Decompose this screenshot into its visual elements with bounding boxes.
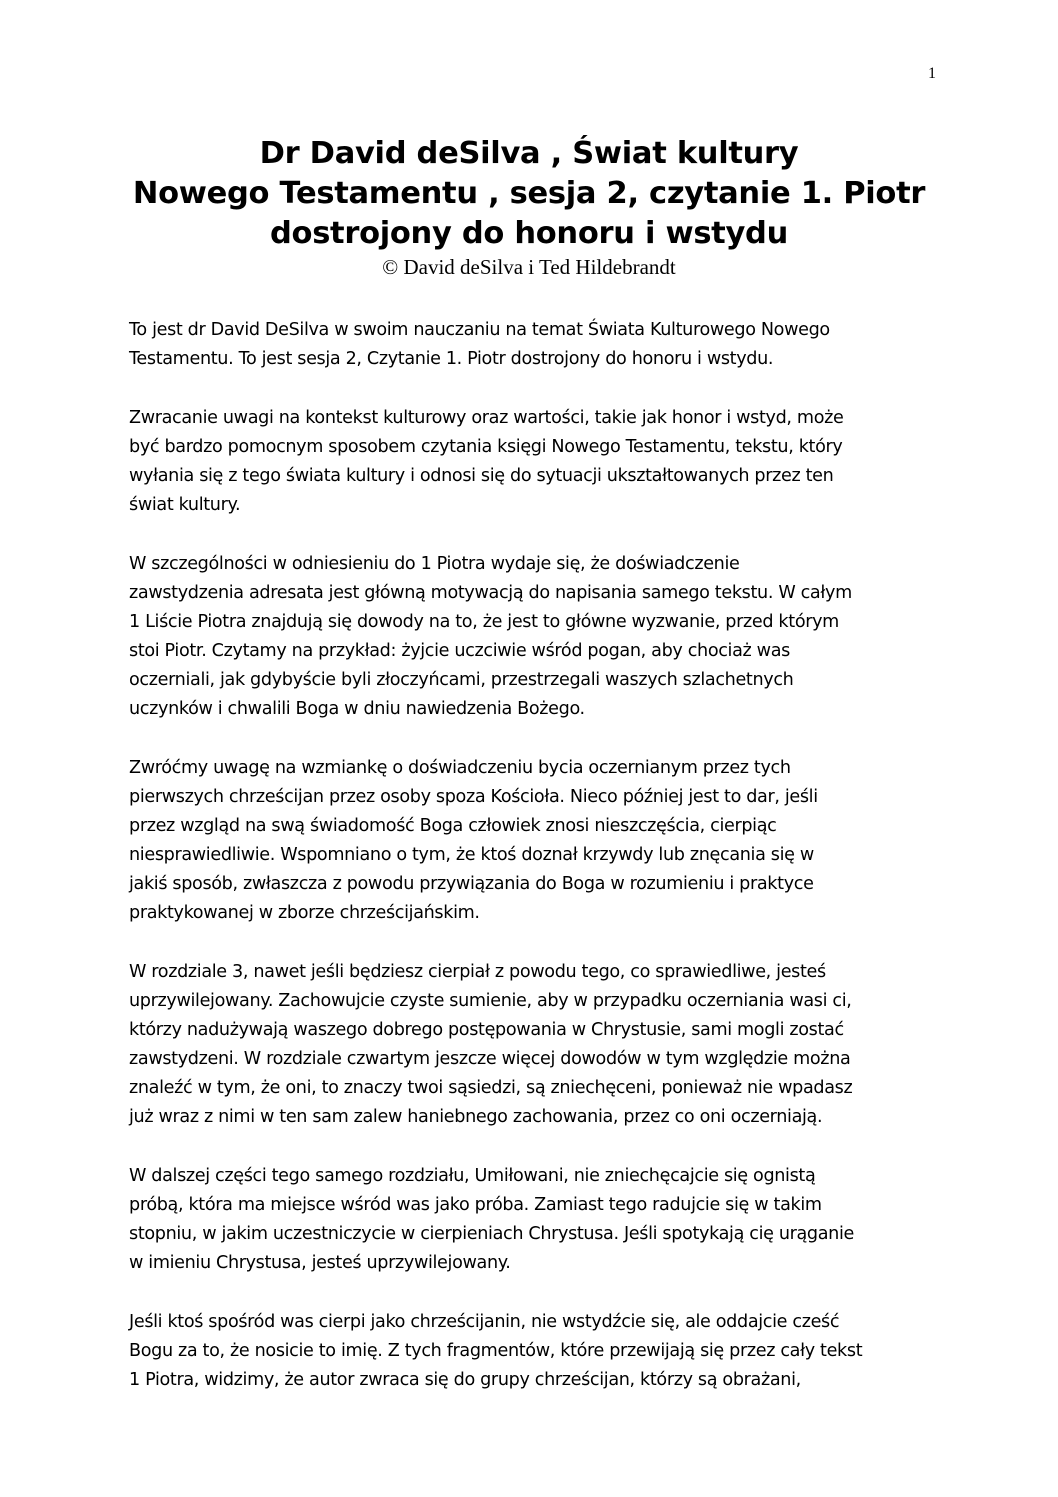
- text-line: świat kultury.: [129, 495, 241, 515]
- text-line: Bogu za to, że nosicie to imię. Z tych fragmentów, które przewijają się przez cały tekst: [129, 1341, 863, 1361]
- text-line: To jest dr David DeSilva w swoim nauczaniu na temat Świata Kulturowego Nowego: [129, 320, 830, 340]
- document-header: [100, 134, 958, 280]
- document-title: [100, 134, 958, 254]
- page-number: 1: [928, 65, 936, 82]
- text-line: W dalszej części tego samego rozdziału, Umiłowani, nie zniechęcajcie się ognistą: [129, 1166, 816, 1186]
- title-line: Nowego Testamentu , sesja 2, czytanie 1. Piotr: [132, 176, 926, 211]
- text-line: 1 Liście Piotra znajdują się dowody na to, że jest to główne wyzwanie, przed którym: [129, 612, 839, 632]
- text-line: W rozdziale 3, nawet jeśli będziesz cierpiał z powodu tego, co sprawiedliwe, jesteś: [129, 962, 826, 982]
- text-line: próbą, która ma miejsce wśród was jako próba. Zamiast tego radujcie się w takim: [129, 1195, 822, 1215]
- text-line: stoi Piotr. Czytamy na przykład: żyjcie uczciwie wśród pogan, aby chociaż was: [129, 641, 790, 661]
- text-line: już wraz z nimi w ten sam zalew haniebnego zachowania, przez co oni oczerniają.: [129, 1107, 823, 1127]
- document-body: [129, 316, 941, 1425]
- text-line: 1 Piotra, widzimy, że autor zwraca się do grupy chrześcijan, którzy są obrażani,: [129, 1370, 801, 1390]
- paragraph: [129, 404, 941, 520]
- paragraph: [129, 754, 941, 928]
- text-line: być bardzo pomocnym sposobem czytania księgi Nowego Testamentu, tekstu, który: [129, 437, 843, 457]
- copyright-line: © David deSilva i Ted Hildebrandt: [382, 255, 676, 279]
- text-line: pierwszych chrześcijan przez osoby spoza Kościoła. Nieco później jest to dar, jeśli: [129, 787, 818, 807]
- title-line: Dr David deSilva , Świat kultury: [259, 136, 799, 171]
- paragraph: [129, 1162, 941, 1278]
- paragraph: [129, 316, 941, 374]
- text-line: Jeśli ktoś spośród was cierpi jako chrześcijanin, nie wstydźcie się, ale oddajcie cześć: [129, 1312, 840, 1332]
- text-line: Zwracanie uwagi na kontekst kulturowy oraz wartości, takie jak honor i wstyd, może: [129, 408, 844, 428]
- text-line: uczynków i chwalili Boga w dniu nawiedzenia Bożego.: [129, 699, 585, 719]
- text-line: praktykowanej w zborze chrześcijańskim.: [129, 903, 480, 923]
- text-line: zawstydzeni. W rozdziale czwartym jeszcze więcej dowodów w tym względzie można: [129, 1049, 851, 1069]
- text-line: znaleźć w tym, że oni, to znaczy twoi sąsiedzi, są zniechęceni, ponieważ nie wpadasz: [129, 1078, 853, 1098]
- text-line: przez wzgląd na swą świadomość Boga człowiek znosi nieszczęścia, cierpiąc: [129, 816, 777, 836]
- text-line: niesprawiedliwie. Wspomniano o tym, że ktoś doznał krzywdy lub znęcania się w: [129, 845, 814, 865]
- text-line: Testamentu. To jest sesja 2, Czytanie 1. Piotr dostrojony do honoru i wstydu.: [129, 349, 774, 369]
- text-line: zawstydzenia adresata jest główną motywacją do napisania samego tekstu. W całym: [129, 583, 852, 603]
- title-line: dostrojony do honoru i wstydu: [270, 216, 788, 251]
- text-line: w imieniu Chrystusa, jesteś uprzywilejowany.: [129, 1253, 511, 1273]
- text-line: którzy nadużywają waszego dobrego postępowania w Chrystusie, sami mogli zostać: [129, 1020, 844, 1040]
- text-line: Zwróćmy uwagę na wzmiankę o doświadczeniu bycia oczernianym przez tych: [129, 758, 791, 778]
- text-line: wyłania się z tego świata kultury i odnosi się do sytuacji ukształtowanych przez ten: [129, 466, 834, 486]
- text-line: oczerniali, jak gdybyście byli złoczyńcami, przestrzegali waszych szlachetnych: [129, 670, 794, 690]
- text-line: uprzywilejowany. Zachowujcie czyste sumienie, aby w przypadku oczerniania wasi ci,: [129, 991, 852, 1011]
- paragraph: [129, 1308, 941, 1395]
- text-line: W szczególności w odniesieniu do 1 Piotra wydaje się, że doświadczenie: [129, 554, 740, 574]
- paragraph: [129, 550, 941, 724]
- paragraph: [129, 958, 941, 1132]
- text-line: stopniu, w jakim uczestniczycie w cierpieniach Chrystusa. Jeśli spotykają cię urąganie: [129, 1224, 854, 1244]
- text-line: jakiś sposób, zwłaszcza z powodu przywiązania do Boga w rozumieniu i praktyce: [129, 874, 814, 894]
